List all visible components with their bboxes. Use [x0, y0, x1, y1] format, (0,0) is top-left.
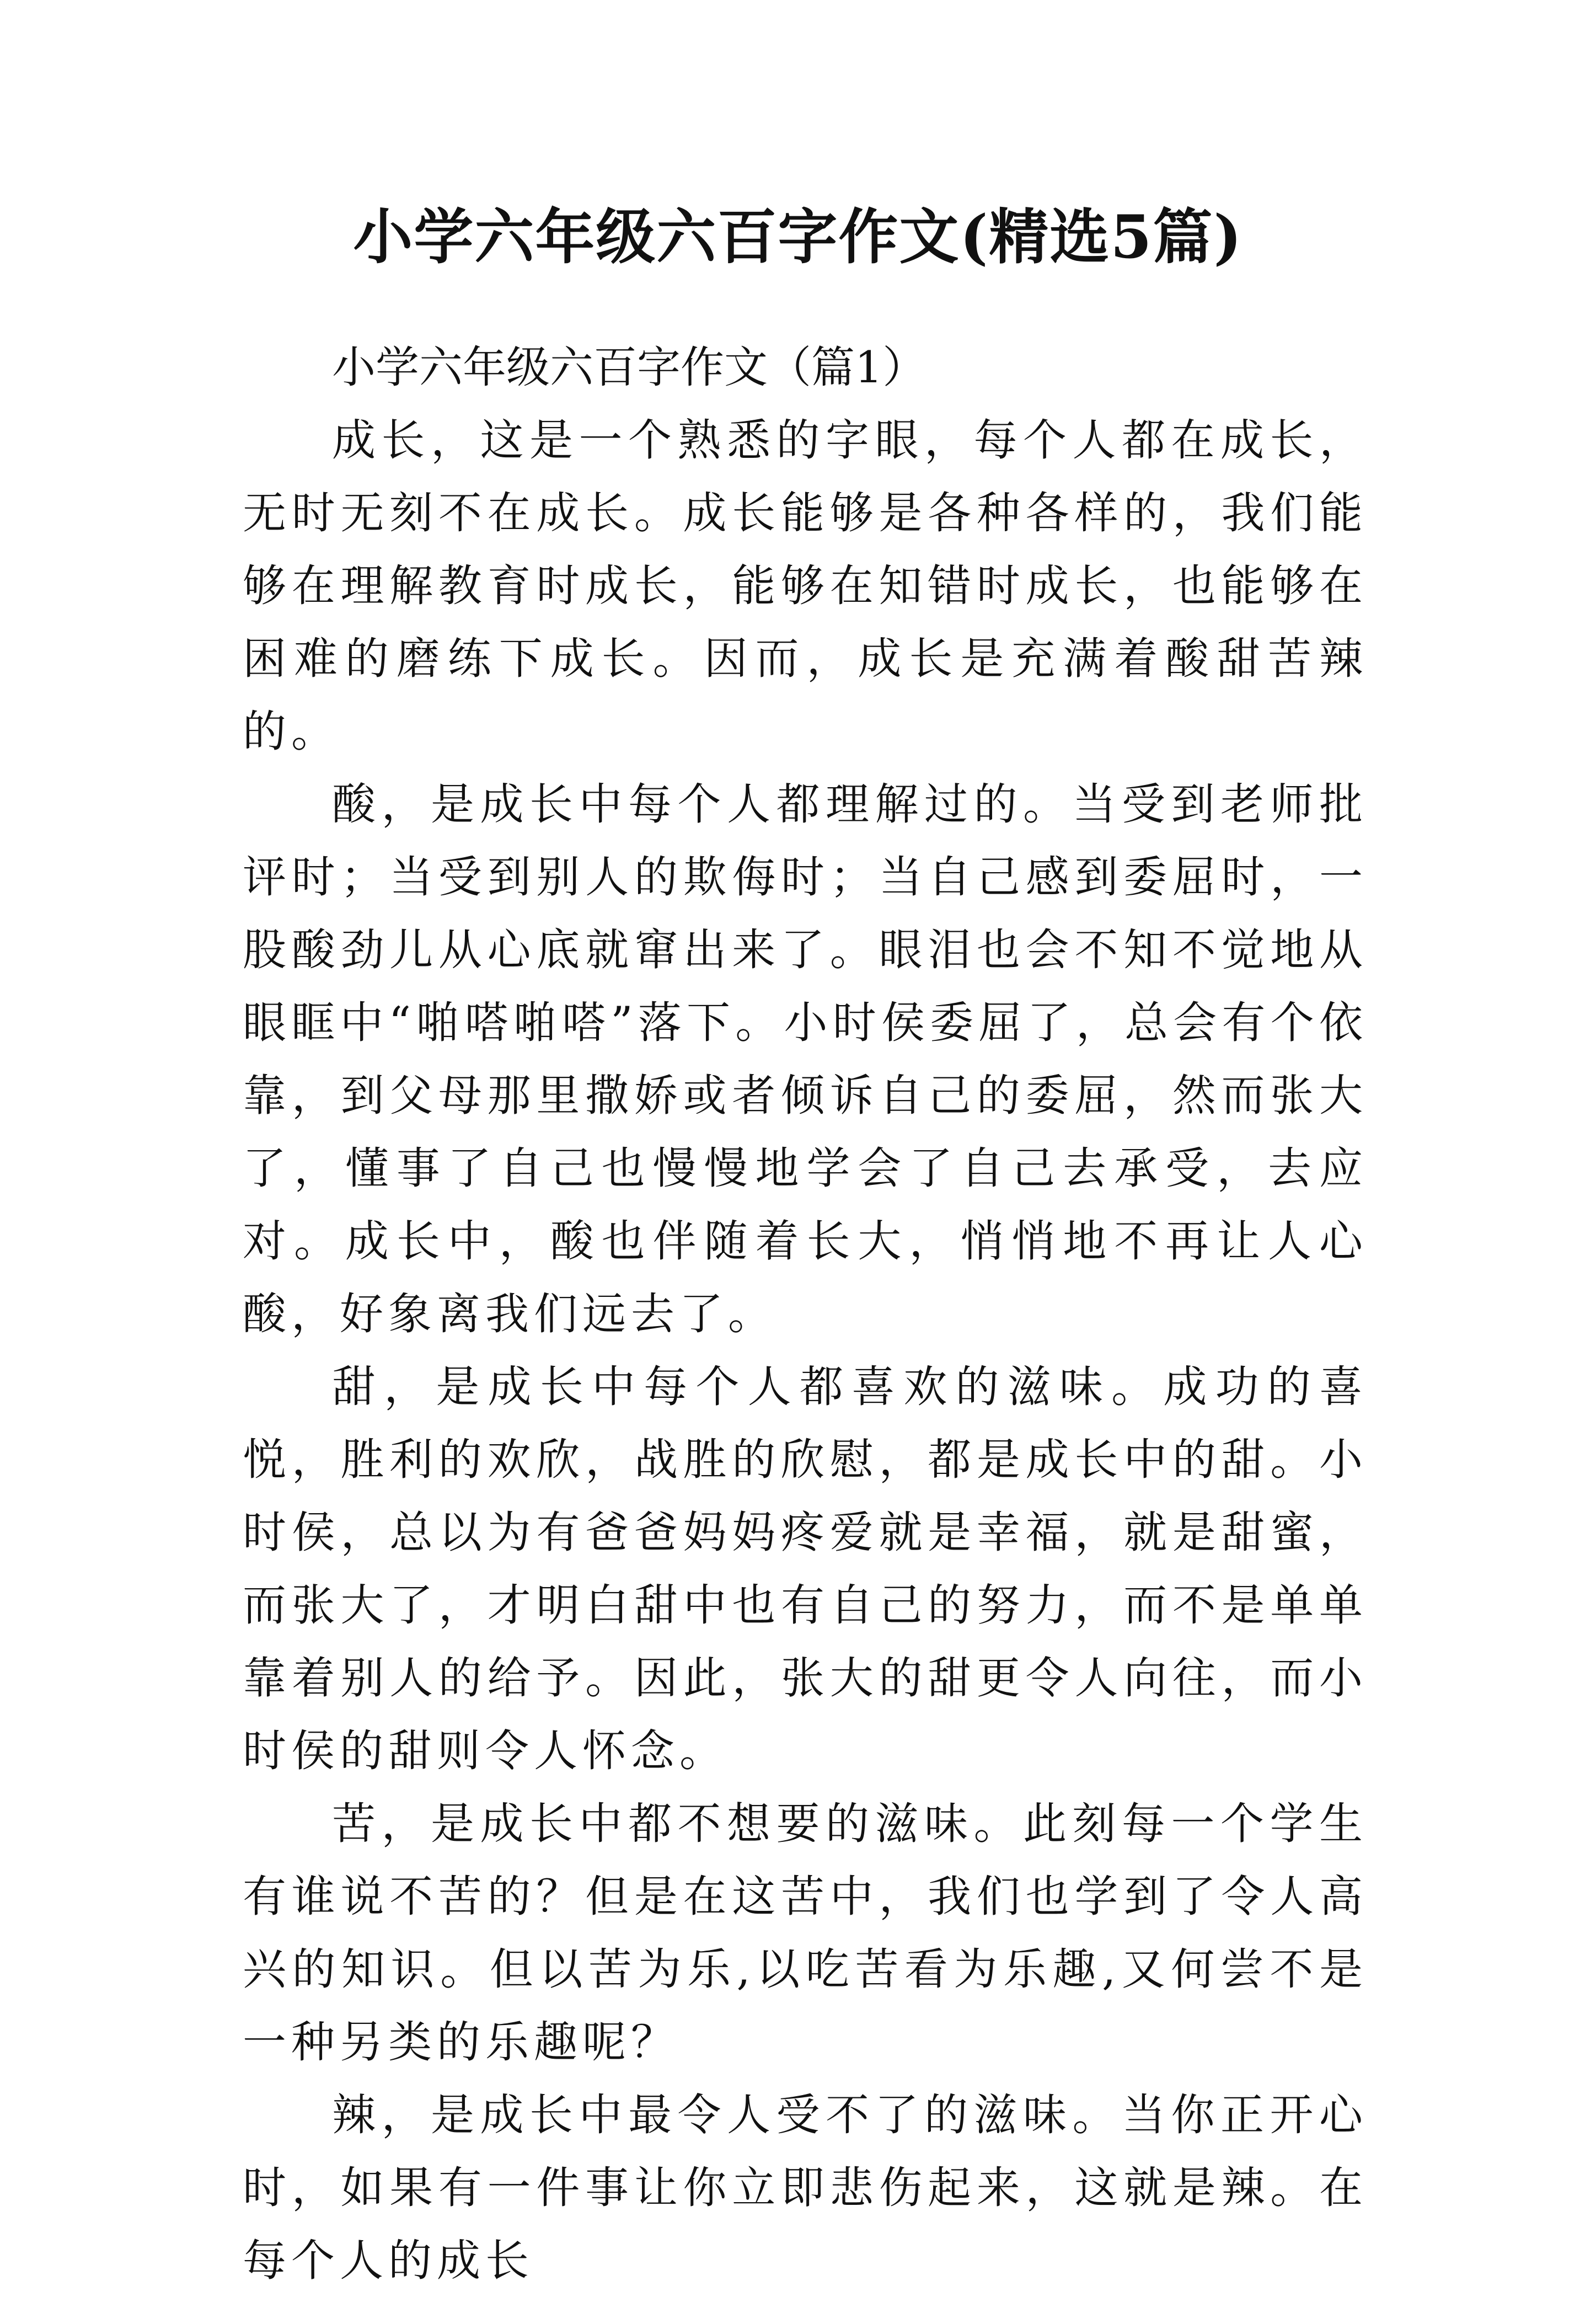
- paragraph: 苦，是成长中都不想要的滋味。此刻每一个学生有谁说不苦的？但是在这苦中，我们也学到了令人高兴的知识。但以苦为乐,以吃苦看为乐趣,又何尝不是一种另类的乐趣呢？: [243, 1798, 1368, 2068]
- paragraph: 辣，是成长中最令人受不了的滋味。当你正开心时，如果有一件事让你立即悲伤起来，这就是辣。在每个人的成长: [243, 2090, 1368, 2286]
- paragraph: 成长，这是一个熟悉的字眼，每个人都在成长，无时无刻不在成长。成长能够是各种各样的，我们能够在理解教育时成长，能够在知错时成长，也能够在困难的磨练下成长。因而，成长是充满着酸甜苦辣的。: [243, 415, 1368, 757]
- document-title: 小学六年级六百字作文(精选5篇): [353, 202, 1243, 272]
- section-heading: 小学六年级六百字作文（篇1）: [332, 342, 926, 393]
- paragraph: 甜，是成长中每个人都喜欢的滋味。成功的喜悦，胜利的欢欣，战胜的欣慰，都是成长中的甜。小时侯，总以为有爸爸妈妈疼爱就是幸福，就是甜蜜，而张大了，才明白甜中也有自己的努力，而不是单单靠着别人的给予。因此，张大的甜更令人向往，而小时侯的甜则令人怀念。: [243, 1361, 1368, 1776]
- document-body: [243, 331, 1368, 2297]
- paragraph: 酸，是成长中每个人都理解过的。当受到老师批评时；当受到别人的欺侮时；当自己感到委屈时，一股酸劲儿从心底就窜出来了。眼泪也会不知不觉地从眼眶中“啪嗒啪嗒”落下。小时侯委屈了，总会有个依靠，到父母那里撒娇或者倾诉自己的委屈，然而张大了，懂事了自己也慢慢地学会了自己去承受，去应对。成长中，酸也伴随着长大，悄悄地不再让人心酸，好象离我们远去了。: [243, 779, 1368, 1339]
